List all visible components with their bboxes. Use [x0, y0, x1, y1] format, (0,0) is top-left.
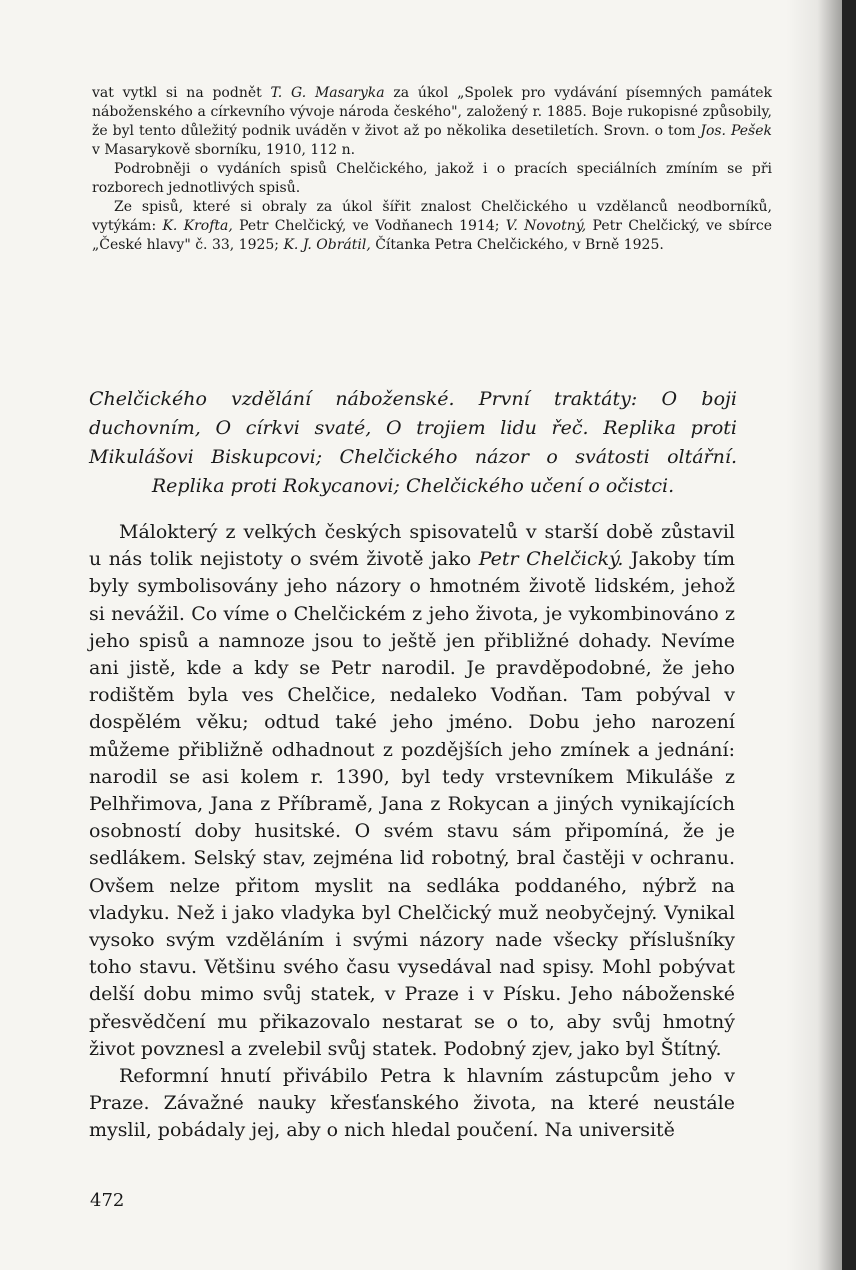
chapter-heading-text: Chelčického vzdělání náboženské. První traktáty: O boji duchovním, O církvi svaté, O trojiem lidu řeč. Replika proti Mikulášovi Biskupcovi; Chelčického názor o svátosti oltářní. Replika proti Rokycanovi; Chelčického učení o očistci. — [89, 388, 737, 497]
footnote-text: v Masarykově sborníku, 1910, 112 n. — [92, 142, 356, 158]
body-text — [89, 519, 735, 1145]
binding-edge — [842, 0, 856, 1270]
footnote-text: Petr Chelčický, ve Vodňanech 1914; — [232, 218, 506, 234]
footnote-author: V. Novotný, — [505, 218, 587, 234]
footnote-author: Jos. Pešek — [700, 123, 773, 139]
body-paragraph-2: Reformní hnutí přivábilo Petra k hlavním zástupcům jeho v Praze. Závažné nauky křesťanského života, na které neustále myslil, pobádaly jej, aby o nich hledal poučení. Na universitě — [89, 1065, 735, 1142]
footnote-text: Ze spisů, které si obraly za úkol šířit znalost Chelčického u vzdělanců neodborníků, vytýkám: — [92, 199, 772, 234]
footnote-paragraph-3 — [92, 198, 772, 255]
footnote-paragraph-2: Podrobněji o vydáních spisů Chelčického, jakož i o pracích speciálních zmíním se při rozborech jednotlivých spisů. — [92, 161, 772, 196]
page-number: 472 — [90, 1190, 125, 1211]
chapter-heading — [89, 385, 737, 501]
footnotes — [92, 84, 772, 255]
body-text-run: Málokterý z velkých českých spisovatelů v starší době zůstavil u nás tolik nejistoty o svém životě jako — [89, 521, 735, 571]
body-text-run: Jakoby tím byly symbolisovány jeho názory o hmotném životě lidském, jehož si nevážil. Co víme o Chelčickém z jeho života, je vykombinováno z jeho spisů a namnoze jsou to ještě jen přibližné dohady. Nevíme ani jistě, kde a kdy se Petr narodil. Je pravděpodobné, že jeho rodištěm byla ves Chelčice, nedaleko Vodňan. Tam pobýval v dospělém věku; odtud také jeho jméno. Dobu jeho narození můžeme přibližně odhadnout z pozdějších jeho zmínek a jednání: narodil se asi kolem r. 1390, byl tedy vrstevníkem Mikuláše z Pelhřimova, Jana z Příbramě, Jana z Rokycan a jiných vynikajících osobností doby husitské. O svém stavu sám připomíná, že je sedlákem. Selský stav, zejména lid robotný, bral častěji v ochranu. Ovšem nelze přitom myslit na sedláka poddaného, nýbrž na vladyku. Než i jako vladyka byl Chelčický muž neobyčejný. Vynikal vysoko svým vzděláním i svými názory nade všecky příslušníky toho stavu. Většinu svého času vysedával nad spisy. Mohl pobývat delší dobu mimo svůj statek, v Praze i v Písku. Jeho náboženské přesvědčení mu přikazovalo nestarat se o to, aby svůj hmotný život povznesl a zvelebil svůj statek. Podobný zjev, jako byl Štítný. — [89, 548, 735, 1060]
footnote-paragraph-1 — [92, 84, 772, 160]
footnote-text: Petr Chelčický, ve sbírce „České hlavy" č. 33, 1925; — [92, 218, 772, 253]
body-paragraph-1 — [89, 519, 735, 1063]
footnote-text: vat vytkl si na podnět — [92, 85, 271, 101]
footnote-author: T. G. Masaryka — [270, 85, 385, 101]
footnote-text: za úkol „Spolek pro vydávání písemných památek náboženského a církevního vývoje národa českého", založený r. 1885. Boje rukopisné způsobily, že byl tento důležitý podnik uváděn v život až po několika desetiletích. Srovn. o tom — [92, 85, 772, 139]
body-italic-name: Petr Chelčický. — [478, 548, 624, 571]
footnote-author: K. Krofta, — [162, 218, 233, 234]
footnote-text: Čítanka Petra Chelčického, v Brně 1925. — [370, 237, 664, 253]
footnote-author: K. J. Obrátil, — [283, 237, 371, 253]
